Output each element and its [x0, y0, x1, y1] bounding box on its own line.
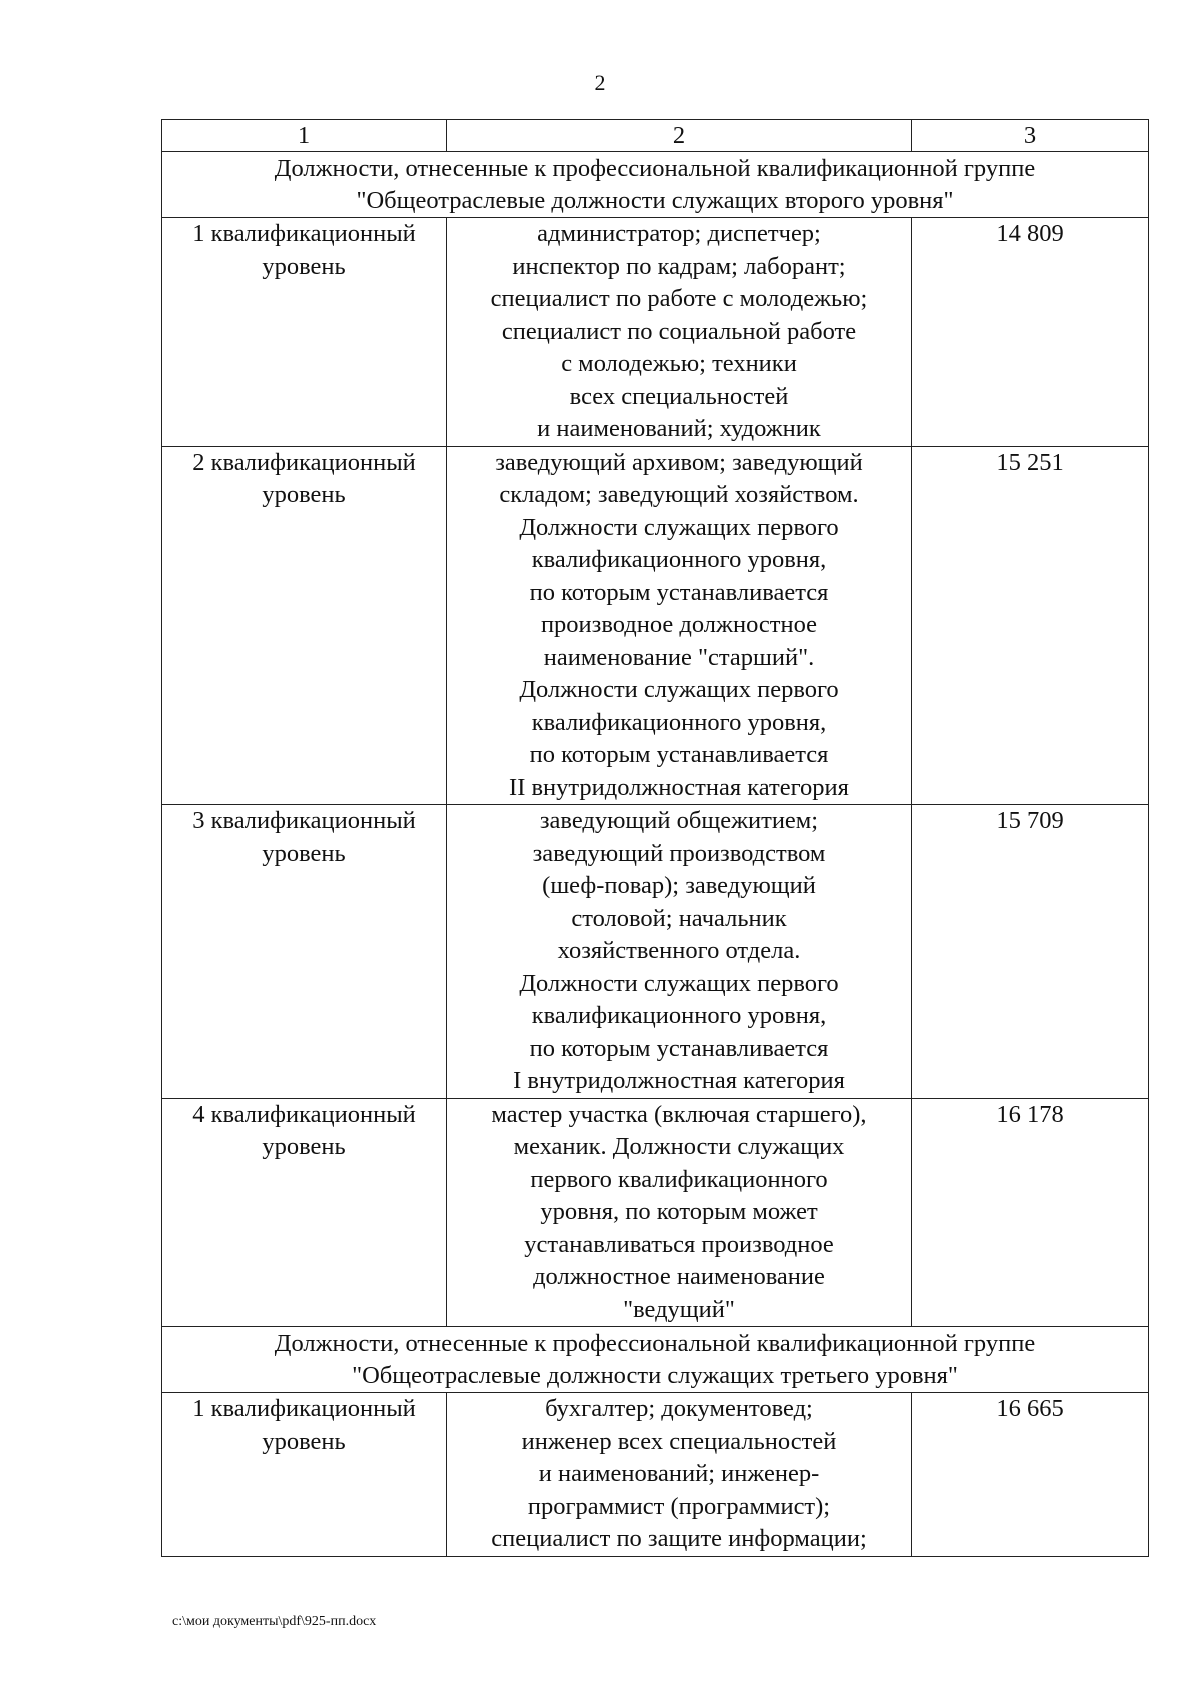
qualification-level-cell — [162, 446, 447, 805]
positions-line: всех специальностей — [569, 382, 789, 410]
qualification-level-line: уровень — [262, 1133, 346, 1160]
positions-line: (шеф-повар); заведующий — [542, 872, 816, 899]
qualification-level-cell — [162, 1098, 447, 1327]
group-heading-line: "Общеотраслевые должности служащих второго уровня" — [356, 187, 954, 214]
table-row — [162, 1393, 1149, 1557]
positions-line: по которым устанавливается — [529, 1034, 829, 1062]
positions-line: наименование "старший". — [543, 643, 815, 671]
positions-cell — [447, 805, 912, 1099]
qualification-level-line: 4 квалификационный — [192, 1100, 416, 1128]
positions-line: устанавливаться производное — [524, 1230, 834, 1258]
file-path-footer: c:\мои документы\pdf\925-пп.docx — [172, 1614, 377, 1629]
positions-line: квалификационного уровня, — [531, 708, 827, 736]
qualification-level-line: 3 квалификационный — [192, 807, 416, 834]
qualification-level-line: 1 квалификационный — [192, 220, 416, 247]
salary-cell: 16 665 — [912, 1393, 1149, 1557]
positions-line: Должности служащих первого — [519, 513, 839, 541]
group-heading — [162, 152, 1149, 218]
page-number: 2 — [594, 70, 606, 95]
positions-line: Должности служащих первого — [519, 676, 839, 703]
qualification-level-line: уровень — [262, 1427, 346, 1455]
group-heading-row — [162, 1327, 1149, 1393]
group-heading-line: "Общеотраслевые должности служащих третьего уровня" — [352, 1362, 958, 1389]
positions-line: инженер всех специальностей — [521, 1427, 837, 1455]
salary-cell: 15 251 — [912, 446, 1149, 805]
positions-line: II внутридолжностная категория — [509, 773, 849, 801]
salary-cell: 14 809 — [912, 218, 1149, 447]
group-heading-row — [162, 152, 1149, 218]
salary-cell: 15 709 — [912, 805, 1149, 1099]
positions-line: по которым устанавливается — [529, 578, 829, 606]
positions-line: специалист по работе с молодежью; — [490, 285, 868, 312]
group-heading-line: Должности, отнесенные к профессиональной квалификационной группе — [274, 1330, 1036, 1357]
qualification-level-line: уровень — [262, 252, 346, 280]
positions-line: администратор; диспетчер; — [537, 220, 821, 247]
positions-line: и наименований; инженер- — [538, 1460, 820, 1487]
positions-line: заведующий общежитием; — [539, 807, 819, 834]
positions-cell — [447, 218, 912, 447]
positions-line: складом; заведующий хозяйством. — [499, 481, 859, 508]
positions-line: специалист по социальной работе — [501, 317, 857, 345]
salary-cell: 16 178 — [912, 1098, 1149, 1327]
positions-line: первого квалификационного — [530, 1165, 828, 1193]
qualification-level-line: уровень — [262, 481, 346, 508]
positions-line: уровня, по которым может — [540, 1198, 818, 1225]
positions-line: мастер участка (включая старшего), — [491, 1100, 867, 1128]
positions-line: квалификационного уровня, — [531, 546, 827, 573]
qualification-level-cell — [162, 1393, 447, 1557]
group-heading — [162, 1327, 1149, 1393]
positions-line: механик. Должности служащих — [513, 1133, 845, 1160]
group-heading-line: Должности, отнесенные к профессиональной квалификационной группе — [274, 155, 1036, 182]
positions-line: Должности служащих первого — [519, 969, 839, 997]
qualification-table — [161, 119, 1149, 1557]
table-row — [162, 1098, 1149, 1327]
positions-cell — [447, 446, 912, 805]
positions-line: квалификационного уровня, — [531, 1002, 827, 1029]
table-row — [162, 805, 1149, 1099]
table-body — [162, 120, 1149, 1557]
column-header-3: 3 — [912, 120, 1149, 152]
table-row — [162, 218, 1149, 447]
positions-line: столовой; начальник — [571, 904, 787, 932]
positions-line: программист (программист); — [527, 1492, 831, 1520]
table-row — [162, 446, 1149, 805]
positions-line: специалист по защите информации; — [491, 1525, 867, 1552]
column-header-2: 2 — [447, 120, 912, 152]
qualification-level-cell — [162, 805, 447, 1099]
qualification-level-line: уровень — [262, 839, 346, 867]
positions-line: производное должностное — [540, 611, 818, 638]
positions-line: I внутридолжностная категория — [513, 1067, 845, 1094]
positions-line: по которым устанавливается — [529, 741, 829, 768]
positions-line: заведующий архивом; заведующий — [495, 448, 863, 476]
positions-cell — [447, 1098, 912, 1327]
column-header-1: 1 — [162, 120, 447, 152]
qualification-level-line: 1 квалификационный — [192, 1395, 416, 1422]
positions-cell — [447, 1393, 912, 1557]
positions-line: заведующий производством — [532, 839, 826, 867]
positions-line: инспектор по кадрам; лаборант; — [512, 252, 846, 280]
positions-line: с молодежью; техники — [561, 350, 797, 377]
qualification-level-line: 2 квалификационный — [192, 448, 416, 476]
qualification-level-cell — [162, 218, 447, 447]
positions-line: хозяйственного отдела. — [557, 937, 801, 964]
positions-line: "ведущий" — [623, 1295, 735, 1323]
positions-line: бухгалтер; документовед; — [545, 1395, 813, 1422]
table-header-row — [162, 120, 1149, 152]
positions-line: и наименований; художник — [537, 415, 821, 442]
positions-line: должностное наименование — [533, 1263, 825, 1290]
